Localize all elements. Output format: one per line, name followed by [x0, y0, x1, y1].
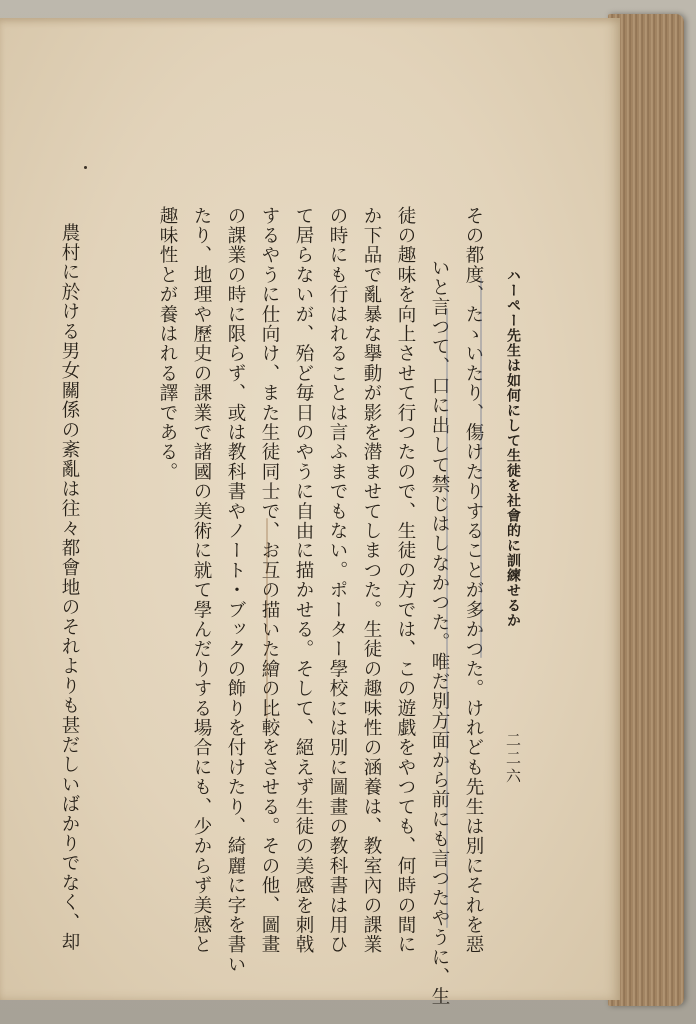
text-column: て居らないが、殆ど毎日のやうに自由に描かせる。そして、絕えず生徒の美感を刺戟: [293, 206, 314, 955]
text-column: その都度、たゝいたり、傷けたりすることが多かつた。けれども先生は別にそれを惡: [463, 206, 484, 955]
text-column: か下品で亂暴な擧動が影を潜ませてしまつた。生徒の趣味性の涵養は、教室內の課業: [361, 206, 382, 955]
text-column: 徒の趣味を向上させて行つたので、生徒の方では、この遊戯をやつても、何時の間に: [395, 206, 416, 955]
pencil-mark: [480, 278, 482, 658]
text-column-new-paragraph: 農村に於ける男女關係の紊亂は往々都會地のそれよりも甚だしいばかりでなく、却: [59, 223, 80, 952]
page-paper: [0, 18, 620, 1007]
pencil-mark: [446, 308, 448, 928]
running-title: ハーペー先生は如何にして生徒を社會的に訓練せるか: [505, 268, 521, 628]
text-column: の時にも行はれることは言ふまでもない。ポーター學校には別に圖畫の教科書は用ひ: [327, 206, 348, 955]
pencil-mark: [266, 518, 268, 718]
text-column: たり、地理や歷史の課業で諸國の美術に就て學んだりする場合にも、少からず美感と: [191, 206, 212, 955]
text-column: するやうに仕向け、また生徒同士で、お互の描いた繪の比較をさせる。その他、圖畫: [259, 206, 280, 955]
text-column: の課業の時に限らず、或は教科書やノート・ブックの飾りを付けたり、綺麗に字を書い: [225, 206, 246, 975]
text-column: いと言つて、口に出して禁じはしなかつた。唯だ別方面から前にも言つたやうに、生: [429, 258, 450, 1007]
ink-speck: [84, 166, 87, 169]
page-number: 二二六: [504, 732, 522, 786]
text-column: 趣味性とが養はれる譯である。: [157, 206, 178, 482]
